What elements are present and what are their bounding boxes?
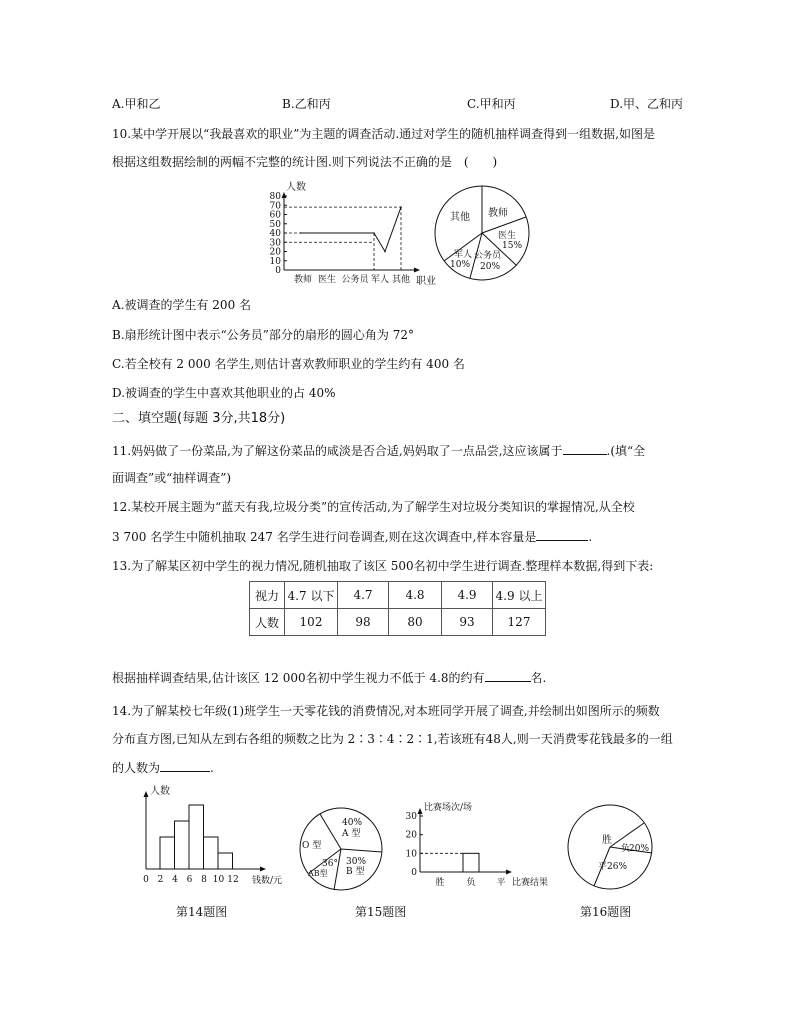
q15-value-ab: 36° [322,859,338,869]
q10-ytick-label: 40 [269,229,281,239]
q16-pie-label-win: 胜 [602,835,612,846]
q12-text: 3 700 名学生中随机抽取 247 名学生进行问卷调查,则在这次调查中,样本容量是 [112,530,537,544]
q16-bar [463,853,479,872]
q14-xtick-label: 2 [157,875,164,885]
q12-line2 [112,528,592,545]
q12-answer-blank[interactable] [536,528,588,541]
q14-xtick-label: 0 [143,875,149,885]
q10-ytick-label: 80 [269,192,281,202]
vision-table-cell: 4.9 以上 [493,582,546,609]
vision-table [249,581,546,636]
q10-option-d: D.被调查的学生中喜欢其他职业的占 40% [112,386,336,400]
caption-q14: 第14题图 [176,905,228,919]
q10-line-chart [256,182,436,292]
q16-xtick-label: 胜 [435,878,445,888]
q16-xtick-label: 负 [466,878,476,888]
q10-ytick-label: 30 [269,238,281,249]
q14-xtick-label: 12 [227,875,239,885]
q14-xtick-label: 6 [186,875,193,885]
q15-value-b: 30% [346,857,367,867]
q10-xtick-label: 医生 [317,275,337,285]
vision-table-cell: 4.7 [338,582,389,609]
q10-pie-label-other: 其他 [450,212,470,223]
q16-ytick-label: 30 [405,812,417,822]
q10-ytick-label: 50 [269,219,281,230]
q14-bar [218,853,233,869]
q14-bar [189,805,204,869]
q10-option-a: A.被调查的学生有 200 名 [112,298,252,312]
vision-table-cell: 93 [442,609,493,636]
q14-answer-blank[interactable] [160,759,210,772]
q10-series-line [301,207,401,251]
q9-option-d: D.甲、乙和丙 [610,97,684,111]
q10-pie-label-army: 军人 [454,250,473,260]
q15-label-b: B 型 [346,867,365,877]
q16-pie-label-draw: 平 [598,862,608,872]
q14-bar [204,837,219,869]
q14-xtick-label: 8 [201,875,207,885]
q16-ytick-label: 10 [405,849,417,860]
vision-table-cell: 人数 [250,609,285,636]
vision-table-cell: 80 [389,609,442,636]
q10-ytick-label: 70 [269,201,281,212]
q14-bar [175,821,190,869]
q10-ytick-label: 0 [275,266,281,276]
q16-pie-label-lose: 负 [621,844,631,854]
q10-pie-label-teacher: 教师 [488,208,508,219]
q10-option-b: B.扇形统计图中表示“公务员”部分的扇形的圆心角为 72° [112,328,414,342]
q14-line3 [112,759,214,776]
q12-line1: 12.某校开展主题为“蓝天有我,垃圾分类”的宣传活动,为了解学生对垃圾分类知识的掌握情况,从全校 [112,500,635,514]
q10-xtick-label: 公务员 [341,275,369,285]
q10-line-xlabel: 职业 [416,276,436,287]
q15-label-o: O 型 [302,841,322,851]
q13-answer-blank[interactable] [485,669,531,682]
q10-pie-value-army: 10% [450,260,471,270]
vision-table-cell: 4.7 以下 [285,582,338,609]
q16-bar-chart [400,802,562,888]
q10-pie-value-doctor: 15% [502,241,523,251]
q10-line-axes [282,192,421,273]
q10-pie-chart [432,183,532,283]
q10-stem-line1: 10.某中学开展以“我最喜欢的职业”为主题的调查活动.通过对学生的随机抽样调查得到一组数据,如图是 [112,127,655,141]
q10-pie-value-civil: 20% [480,262,501,272]
q13-line2 [112,669,546,686]
q11-answer-blank[interactable] [563,442,607,455]
section-2-title: 二、填空题(每题 3分,共18分) [112,411,286,426]
q10-ytick-label: 60 [269,210,281,221]
q13-text: 根据抽样调查结果,估计该区 12 000名初中学生视力不低于 4.8的约有 [112,671,485,685]
vision-table-cell: 102 [285,609,338,636]
q14-xtick-label: 10 [212,875,225,885]
q10-xtick-label: 军人 [370,275,390,285]
q10-line-ylabel: 人数 [286,182,306,193]
q14-xtick-label: 4 [172,875,178,885]
vision-table-data-row [250,609,546,636]
caption-q16: 第16题图 [580,905,632,919]
q11-line2: 面调查”或“抽样调查”) [112,471,232,485]
q11-line1 [112,442,645,459]
q10-xtick-label: 教师 [293,275,313,285]
q9-option-a: A.甲和乙 [112,97,161,111]
q14-text-end: . [210,761,214,775]
q15-value-a: 40% [342,818,363,828]
q14-text: 的人数为 [112,761,161,775]
q10-xtick-label: 其他 [391,275,411,285]
q13-line1: 13.为了解某区初中学生的视力情况,随机抽取了该区 500名初中学生进行调查.整理样本数据,得到下表: [112,559,654,573]
q12-text-end: . [588,530,593,544]
q14-ylabel: 人数 [150,786,170,797]
q16-ytick-label: 20 [405,830,417,841]
q15-label-a: A 型 [342,829,361,839]
q16-ylabel: 比赛场次/场 [424,803,473,813]
q10-ytick-label: 10 [269,256,281,267]
q14-line1: 14.为了解某校七年级(1)班学生一天零花钱的消费情况,对本班同学开展了调查,并绘制出如图所示的频数 [112,704,660,718]
q9-option-c: C.甲和丙 [467,97,516,111]
q14-histogram [136,785,296,889]
q10-option-c: C.若全校有 2 000 名学生,则估计喜欢教师职业的学生约有 400 名 [112,357,465,371]
q14-bar [160,837,175,869]
q13-text-end: 名. [530,671,547,685]
q14-xlabel: 钱数/元 [252,876,283,886]
vision-table-cell: 4.8 [389,582,442,609]
q14-line2: 分布直方图,已知从左到右各组的频数之比为 2∶3∶4∶2∶1,若该班有48人,则一天消费零花钱最多的一组 [112,732,673,746]
vision-table-header-row [250,582,546,609]
q9-option-b: B.乙和丙 [282,97,331,111]
q10-pie-label-doctor: 医生 [498,231,517,241]
q16-pie-value-lose: 20% [629,844,650,854]
vision-table-cell: 127 [493,609,546,636]
vision-table-cell: 视力 [250,582,285,609]
q10-ytick-label: 20 [269,247,281,258]
q16-pie-chart [566,803,654,891]
q15-label-ab: AB型 [308,869,328,878]
q10-stem-line2: 根据这组数据绘制的两幅不完整的统计图.则下列说法不正确的是 ( ) [112,155,498,169]
q16-ytick-label: 0 [411,868,417,878]
q11-text: 11.妈妈做了一份菜品,为了解这份菜品的咸淡是否合适,妈妈取了一点品尝,这应该属于 [112,444,563,458]
q10-pie-label-civil: 公务员 [474,251,502,261]
vision-table-cell: 98 [338,609,389,636]
q15-pie-chart [298,806,384,892]
q16-xtick-label: 平 [496,878,506,888]
vision-table-cell: 4.9 [442,582,493,609]
q16-pie-value-draw: 26% [607,862,628,872]
q16-xlabel: 比赛结果 [512,878,549,888]
q11-text-end: .(填“全 [606,444,646,458]
caption-q15: 第15题图 [355,905,407,919]
